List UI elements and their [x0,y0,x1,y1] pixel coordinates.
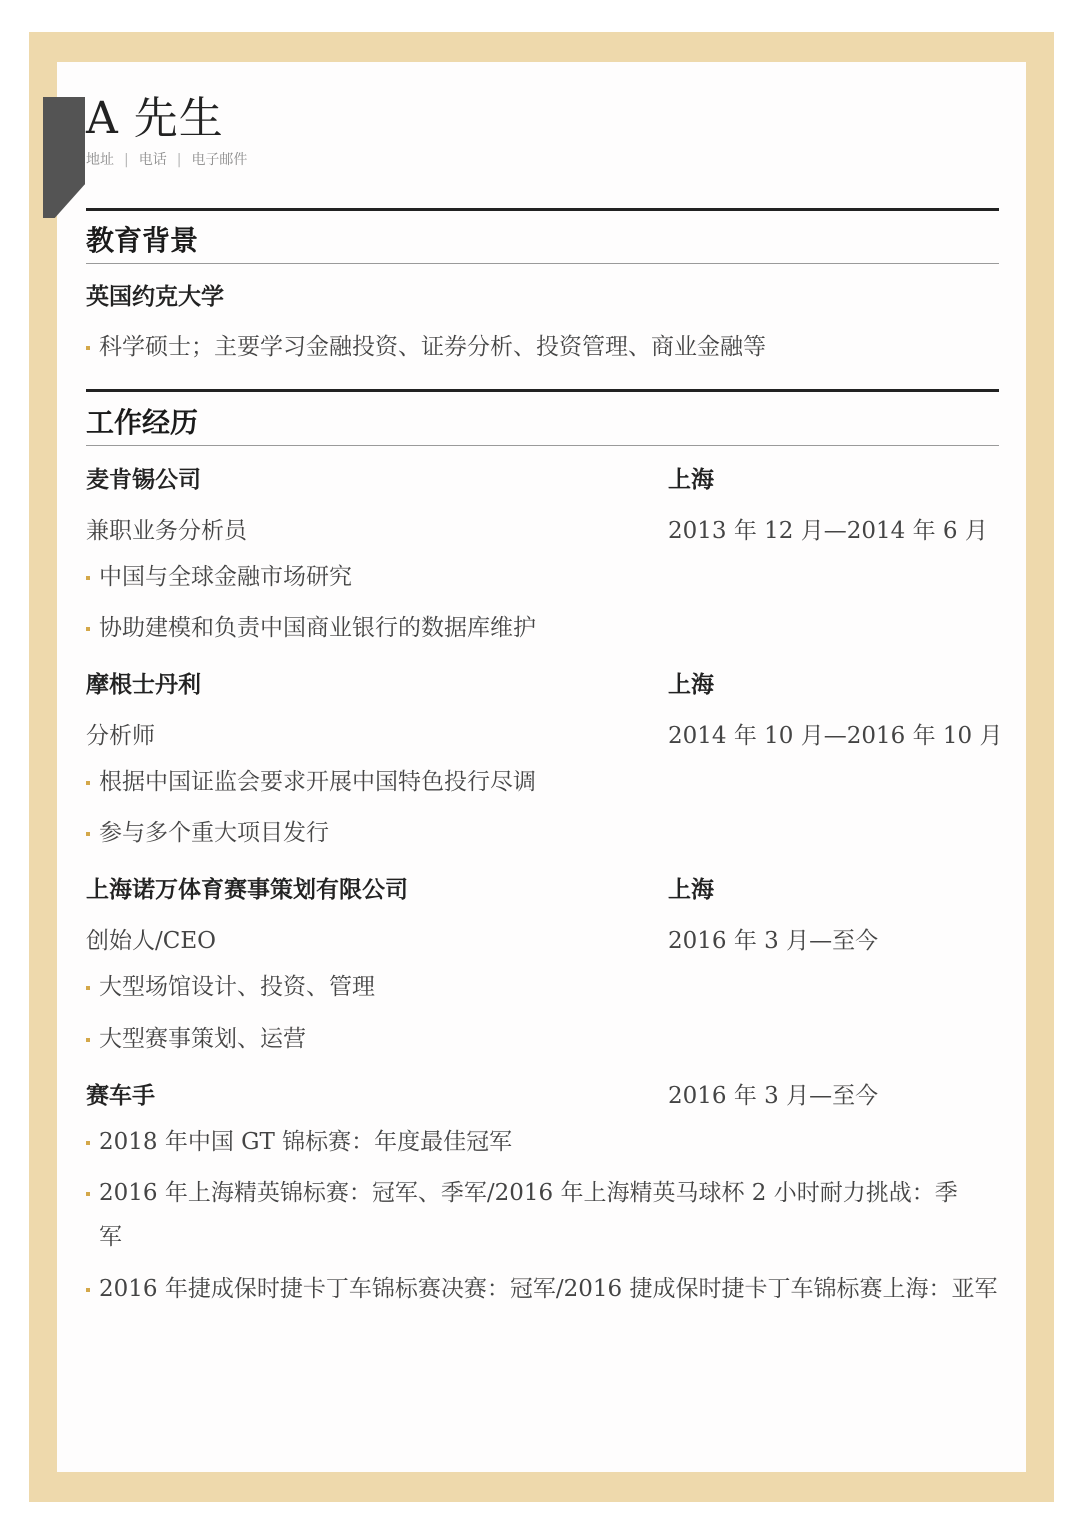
contact-address: 地址 [86,152,114,168]
company-name: 上海诺万体育赛事策划有限公司 [86,877,408,903]
job-location: 上海 [668,877,714,903]
job-bullet: 大型场馆设计、投资、管理 [86,965,986,1009]
job-bullet: 大型赛事策划、运营 [86,1017,986,1061]
bullet-dot [86,986,90,990]
bullet-dot [86,627,90,631]
divider: | [176,152,182,168]
job-date: 2014 年 10 月—2016 年 10 月 [668,723,1003,749]
job-bullet: 2016 年捷成保时捷卡丁车锦标赛决赛：冠军/2016 捷成保时捷卡丁车锦标赛上海：亚军 [86,1267,999,1311]
education-title: 教育背景 [86,224,199,257]
job-date: 2016 年 3 月—至今 [668,1083,879,1109]
job-bullet: 2016 年上海精英锦标赛：冠军、季军/2016 年上海精英马球杯 2 小时耐力挑战：季军 [86,1171,979,1259]
job-role: 兼职业务分析员 [86,518,247,544]
section-rule [86,389,999,392]
contact-line [86,149,247,169]
bullet-dot [86,1288,90,1292]
job-bullet: 中国与全球金融市场研究 [86,555,986,599]
company-name: 赛车手 [86,1083,155,1109]
contact-email: 电子邮件 [191,152,248,168]
divider: | [124,152,129,168]
education-bullet: 科学硕士；主要学习金融投资、证券分析、投资管理、商业金融等 [86,325,986,369]
bullet-dot [86,346,90,350]
job-bullet: 参与多个重大项目发行 [86,811,986,855]
bullet-dot [86,576,90,580]
candidate-name: A 先生 [86,93,224,144]
contact-phone: 电话 [138,152,167,168]
job-date: 2016 年 3 月—至今 [668,928,879,954]
bullet-dot [86,1038,90,1042]
bullet-dot [86,1192,90,1196]
job-role: 创始人/CEO [86,928,216,954]
job-location: 上海 [668,467,714,493]
job-bullet: 协助建模和负责中国商业银行的数据库维护 [86,606,986,650]
school-name: 英国约克大学 [86,284,224,310]
section-underline [86,445,999,446]
work-title: 工作经历 [86,406,199,439]
section-underline [86,263,999,264]
bullet-dot [86,1141,90,1145]
company-name: 摩根士丹利 [86,672,201,698]
company-name: 麦肯锡公司 [86,467,201,493]
bullet-dot [86,781,90,785]
job-location: 上海 [668,672,714,698]
bullet-dot [86,832,90,836]
job-date: 2013 年 12 月—2014 年 6 月 [668,518,988,544]
job-bullet: 2018 年中国 GT 锦标赛：年度最佳冠军 [86,1120,986,1164]
section-rule [86,208,999,211]
job-role: 分析师 [86,723,155,749]
job-bullet: 根据中国证监会要求开展中国特色投行尽调 [86,760,986,804]
